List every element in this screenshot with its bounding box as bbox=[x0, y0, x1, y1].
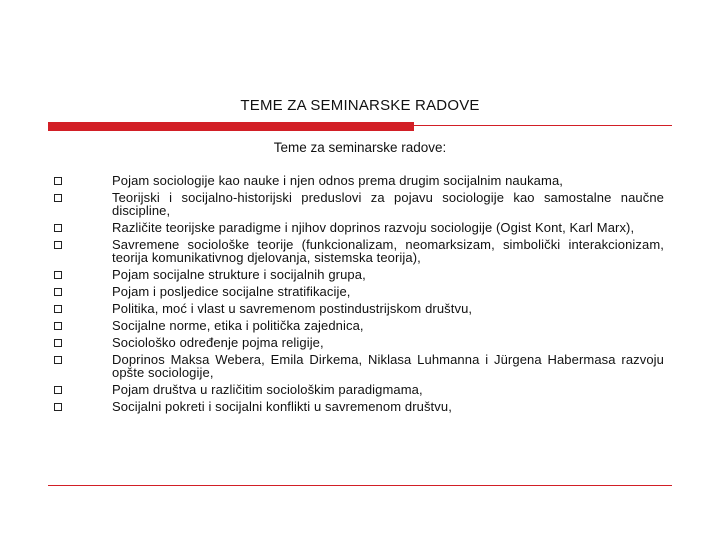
topic-text: Politika, moć i vlast u savremenom postindustrijskom društvu, bbox=[112, 301, 473, 316]
topic-text: Različite teorijske paradigme i njihov doprinos razvoju sociologije (Ogist Kont, Karl Marx), bbox=[112, 220, 635, 235]
red-accent-bar bbox=[48, 122, 414, 131]
list-item bbox=[54, 400, 664, 417]
hollow-square-bullet-icon bbox=[54, 356, 62, 364]
list-item bbox=[54, 353, 664, 383]
list-item bbox=[54, 319, 664, 336]
topic-text: Sociološko određenje pojma religije, bbox=[112, 335, 324, 350]
list-item bbox=[54, 285, 664, 302]
list-item bbox=[54, 174, 664, 191]
hollow-square-bullet-icon bbox=[54, 194, 62, 202]
hollow-square-bullet-icon bbox=[54, 271, 62, 279]
hollow-square-bullet-icon bbox=[54, 386, 62, 394]
topic-text: Pojam društva u različitim sociološkim paradigmama, bbox=[112, 382, 423, 397]
hollow-square-bullet-icon bbox=[54, 288, 62, 296]
hollow-square-bullet-icon bbox=[54, 241, 62, 249]
hollow-square-bullet-icon bbox=[54, 177, 62, 185]
list-item bbox=[54, 221, 664, 238]
list-item bbox=[54, 268, 664, 285]
topic-text: Pojam sociologije kao nauke i njen odnos prema drugim socijalnim naukama, bbox=[112, 173, 563, 188]
list-item bbox=[54, 191, 664, 221]
hollow-square-bullet-icon bbox=[54, 224, 62, 232]
topic-text: Pojam i posljedice socijalne stratifikacije, bbox=[112, 284, 351, 299]
hollow-square-bullet-icon bbox=[54, 305, 62, 313]
slide-title: TEME ZA SEMINARSKE RADOVE bbox=[240, 97, 480, 114]
list-item bbox=[54, 336, 664, 353]
topic-text: Teorijski i socijalno-historijski preduslovi za pojavu sociologije kao samostalne naučne discipline, bbox=[112, 190, 664, 218]
topic-text: Socijalni pokreti i socijalni konflikti u savremenom društvu, bbox=[112, 399, 452, 414]
bottom-divider bbox=[48, 485, 672, 486]
hollow-square-bullet-icon bbox=[54, 322, 62, 330]
list-item bbox=[54, 238, 664, 268]
topic-text: Pojam socijalne strukture i socijalnih grupa, bbox=[112, 267, 366, 282]
topic-text: Doprinos Maksa Webera, Emila Dirkema, Niklasa Luhmanna i Jürgena Habermasa razvoju opšte sociologije, bbox=[112, 352, 664, 380]
hollow-square-bullet-icon bbox=[54, 403, 62, 411]
list-item bbox=[54, 383, 664, 400]
hollow-square-bullet-icon bbox=[54, 339, 62, 347]
topic-text: Socijalne norme, etika i politička zajednica, bbox=[112, 318, 364, 333]
list-item bbox=[54, 302, 664, 319]
topic-text: Savremene sociološke teorije (funkcionalizam, neomarksizam, simbolički interakcionizam, teorija komunikativnog djelovanja, sistemska teorija), bbox=[112, 237, 664, 265]
topic-list bbox=[54, 174, 664, 417]
slide-subtitle: Teme za seminarske radove: bbox=[273, 140, 447, 155]
